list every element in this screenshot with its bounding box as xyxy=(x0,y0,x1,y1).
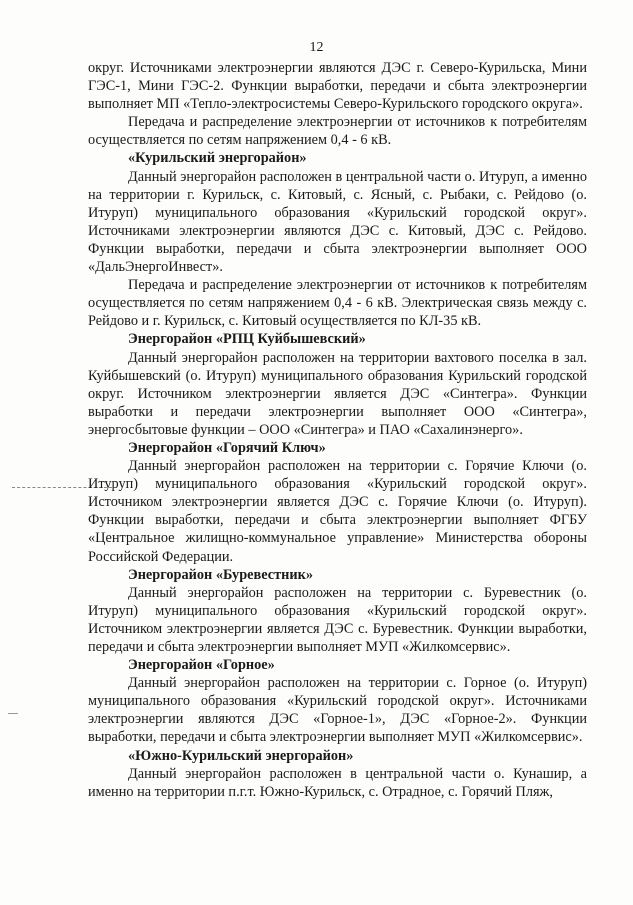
body-paragraph: Данный энергорайон расположен в центральной части о. Кунашир, а именно на территории п.г.т. Южно-Курильск, с. Отрадное, с. Горячий Пляж, xyxy=(88,765,587,800)
body-paragraph: Данный энергорайон расположен на территории с. Буревестник (о. Итуруп) муниципального образования «Курильский городской округ». Источником электроэнергии является ДЭС с. Буревестник. Функции выработки, передачи и сбыта электроэнергии выполняет МУП «Жилкомсервис». xyxy=(88,584,587,655)
page-number: 12 xyxy=(309,40,324,55)
section-heading: Энергорайон «РПЦ Куйбышевский» xyxy=(128,331,366,348)
body-paragraph: Данный энергорайон расположен на территории с. Горное (о. Итуруп) муниципального образования «Курильский городской округ». Источниками электроэнергии являются ДЭС «Горное-1», ДЭС «Горное-2». Функции выработки, передачи и сбыта электроэнергии выполняет МУП «Жилкомсервис». xyxy=(88,675,587,746)
body-paragraph: Данный энергорайон расположен на территории вахтового поселка в зал. Куйбышевский (о. Итуруп) муниципального образования Курильский городской округ. Источником электроэнергии является ДЭС «Синтегра». Функции выработки и передачи электроэнергии выполняет ООО «Синтегра», энергосбытовые функции – ООО «Синтегра» и ПАО «Сахалинэнерго». xyxy=(88,349,587,438)
document-body xyxy=(88,59,587,801)
body-paragraph: Передача и распределение электроэнергии от источников к потребителям осуществляется по сетям напряжением 0,4 - 6 кВ. Электрическая связь между с. Рейдово и г. Курильск, с. Китовый осуществляется по КЛ-35 кВ. xyxy=(88,277,587,330)
body-paragraph: округ. Источниками электроэнергии являются ДЭС г. Северо-Курильска, Мини ГЭС-1, Мини ГЭС-2. Функции выработки, передачи и сбыта электроэнергии выполняет МП «Тепло-электросистемы Северо-Курильского городского округа». xyxy=(88,60,587,113)
scan-artifact-tick xyxy=(8,713,18,714)
body-paragraph: Данный энергорайон расположен на территории с. Горячие Ключи (о. Итуруп) муниципального образования «Курильский городской округ». Источником электроэнергии является ДЭС с. Горячие Ключи (о. Итуруп). Функции выработки, передачи и сбыта электроэнергии выполняет ФГБУ «Центральное жилищно-коммунальное управление» Министерства обороны Российской Федерации. xyxy=(88,458,587,565)
body-paragraph: Передача и распределение электроэнергии от источников к потребителям осуществляется по сетям напряжением 0,4 - 6 кВ. xyxy=(88,114,587,149)
section-heading: Энергорайон «Горячий Ключ» xyxy=(128,439,326,456)
section-heading: «Курильский энергорайон» xyxy=(128,150,307,167)
section-heading: «Южно-Курильский энергорайон» xyxy=(128,747,354,764)
section-heading: Энергорайон «Горное» xyxy=(128,657,275,674)
section-heading: Энергорайон «Буревестник» xyxy=(128,566,313,583)
body-paragraph: Данный энергорайон расположен в центральной части о. Итуруп, а именно на территории г. Курильск, с. Китовый, с. Ясный, с. Рыбаки, с. Рейдово (о. Итуруп) муниципального образования «Курильский городской округ». Источниками электроэнергии являются ДЭС с. Китовый, ДЭС с. Рейдово. Функции выработки, передачи и сбыта электроэнергии выполняет ООО «ДальЭнергоИнвест». xyxy=(88,168,587,276)
